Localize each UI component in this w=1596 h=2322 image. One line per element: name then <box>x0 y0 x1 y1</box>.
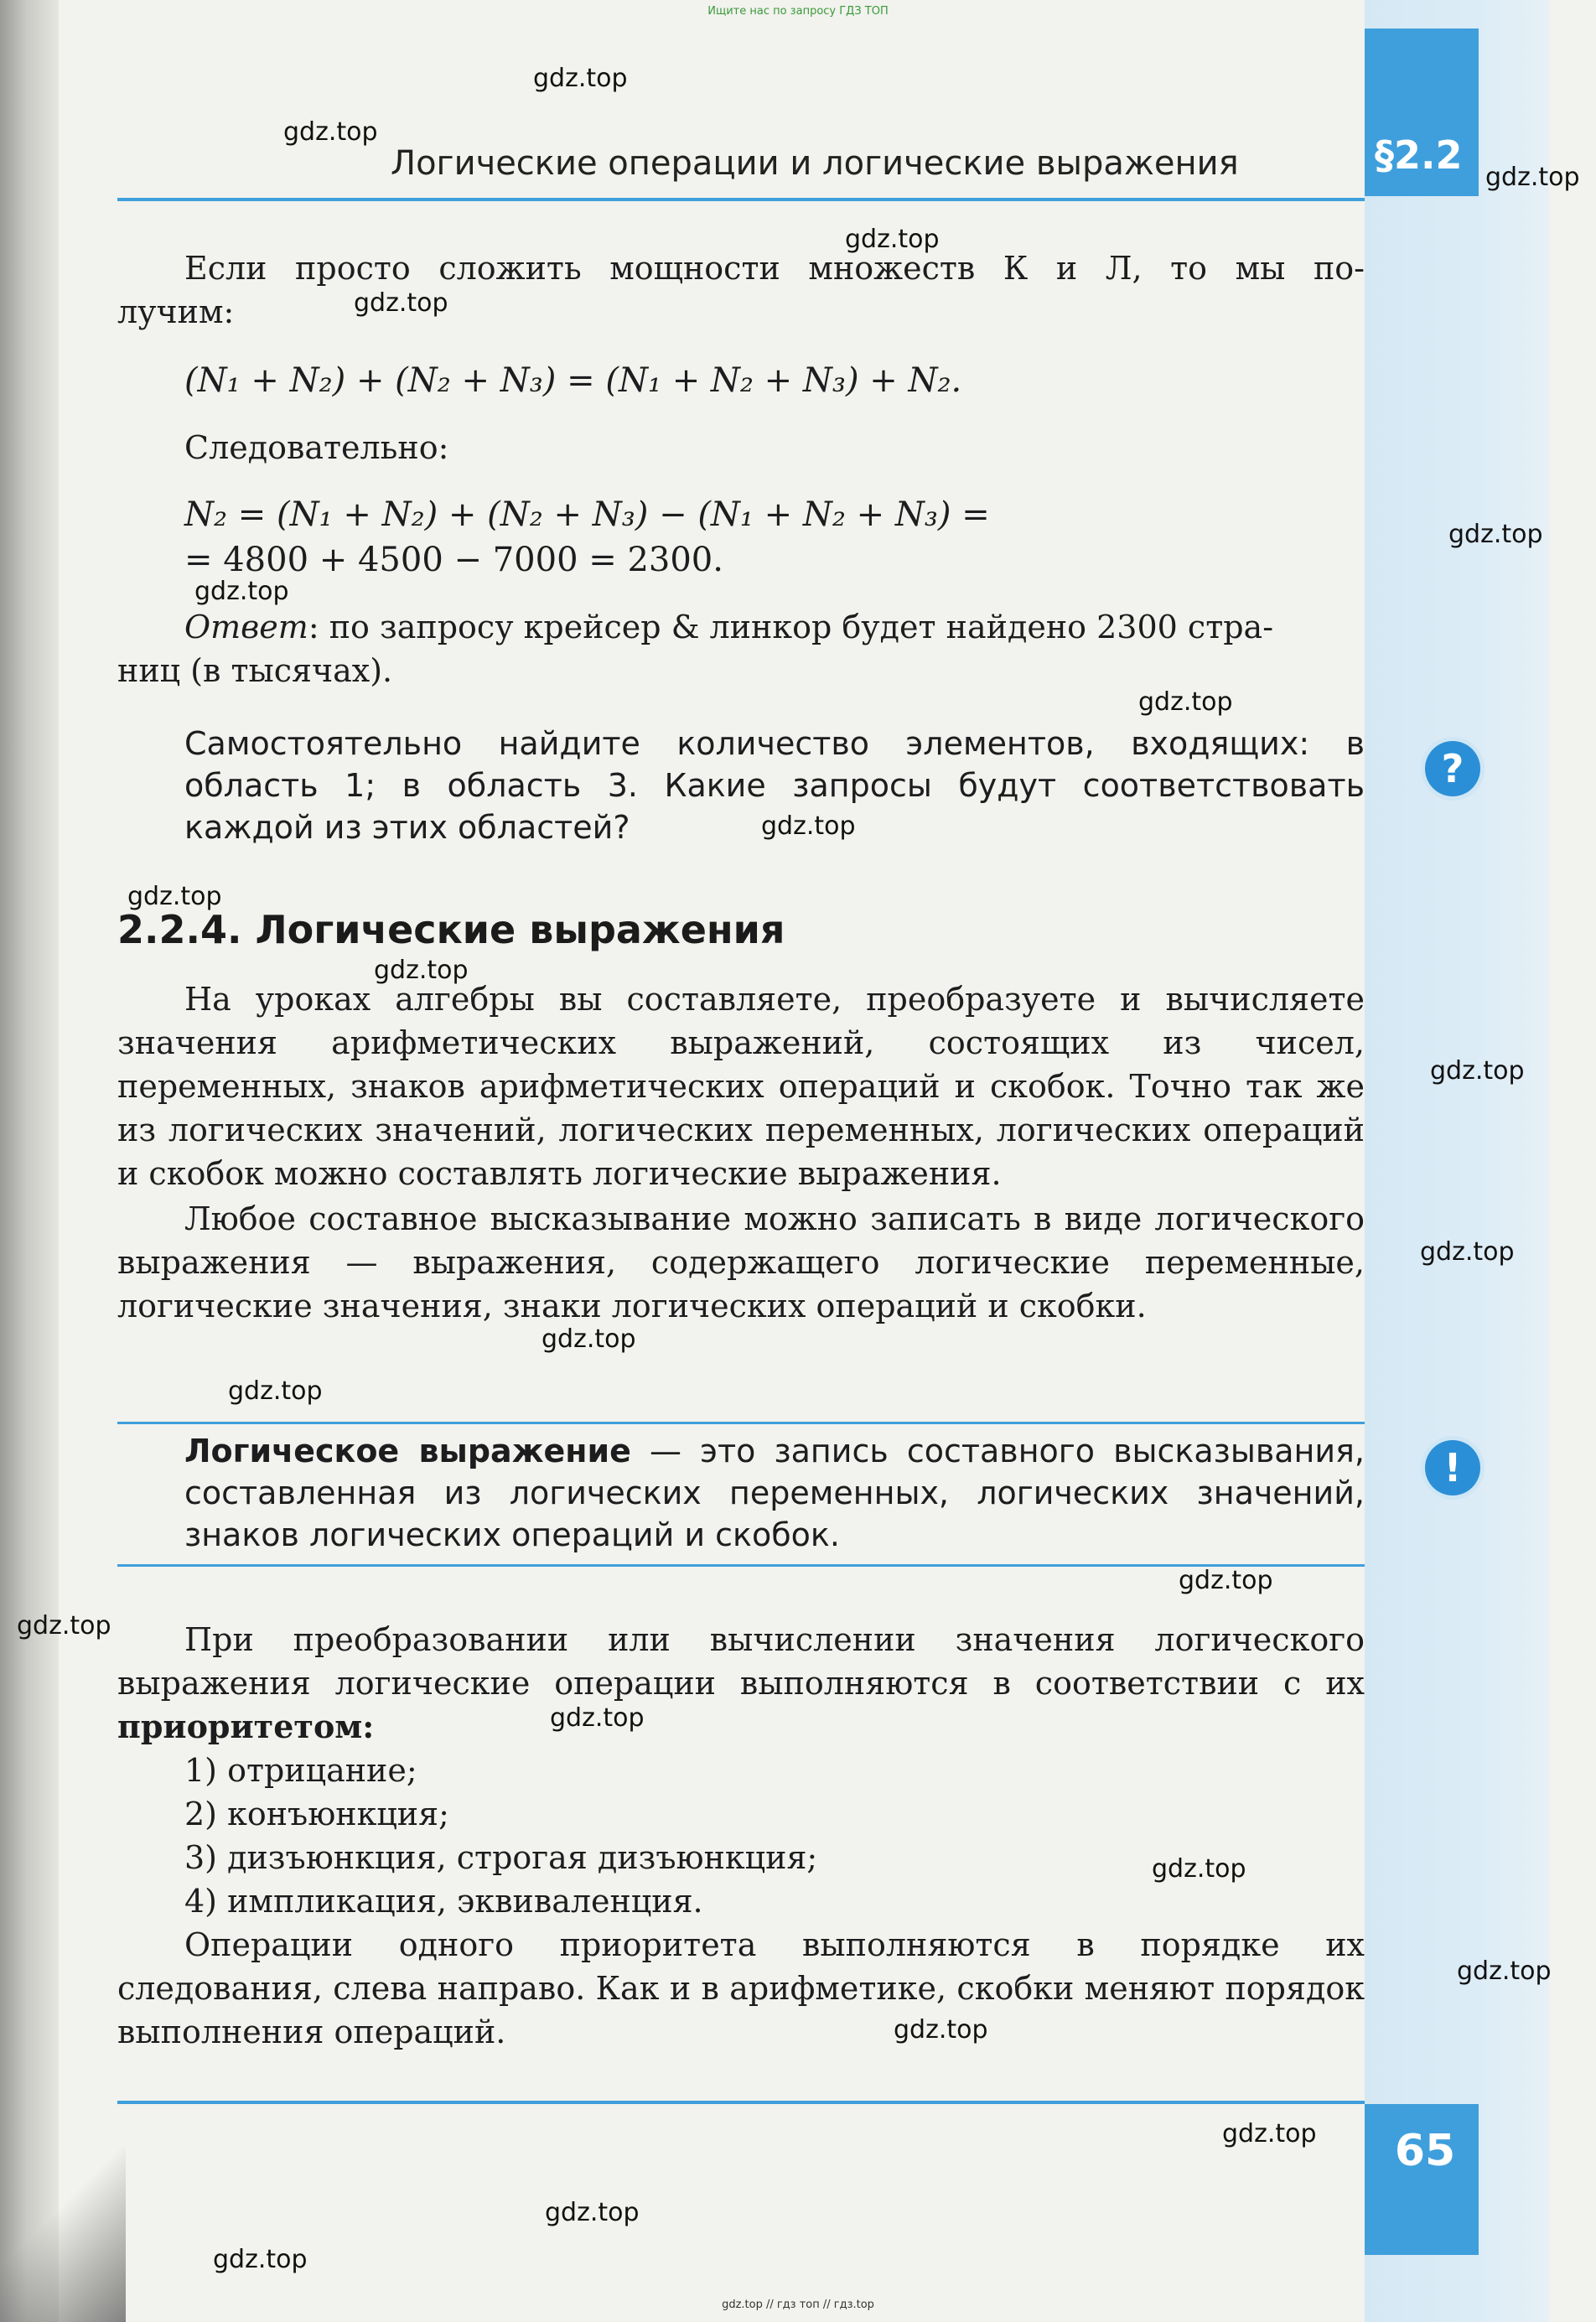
p1-line2: лучим: <box>117 293 235 330</box>
watermark: gdz.top <box>213 2245 308 2274</box>
watermark: gdz.top <box>845 225 940 254</box>
section-label: §2.2 <box>1375 132 1463 178</box>
watermark: gdz.top <box>1179 1566 1273 1595</box>
watermark: gdz.top <box>1448 520 1543 549</box>
formula-sum: (N₁ + N₂) + (N₂ + N₃) = (N₁ + N₂ + N₃) + N₂. <box>184 361 962 400</box>
book-spine-shadow <box>0 0 59 2322</box>
definition-box <box>184 1430 1365 1556</box>
page-header-title: Логические операции и логические выражения <box>391 144 1239 183</box>
watermark: gdz.top <box>1152 1854 1246 1884</box>
corner-shadow <box>0 2146 126 2322</box>
page-number: 65 <box>1394 2126 1456 2176</box>
watermark: gdz.top <box>1420 1237 1515 1267</box>
answer-line1 <box>184 605 1365 649</box>
watermark: gdz.top <box>542 1324 636 1354</box>
p1-line1: Если просто сложить мощности множеств К и Л, то мы по- <box>184 250 1365 287</box>
watermark: gdz.top <box>550 1703 645 1733</box>
priority-item-3: 3) дизъюнкция, строгая дизъюнкция; <box>184 1839 818 1876</box>
definition-text: — это запись составного высказывания, составленная из логических переменных, логических значений, знаков логических операций и скобок. <box>184 1433 1365 1553</box>
priority-term: приоритетом: <box>117 1708 375 1745</box>
paragraph-order: Операции одного приоритета выполняются в порядке их следования, слева направо. Как и в арифметике, скобки меняют порядок выполнения операций. <box>117 1926 1365 2050</box>
paragraph-compound: Любое составное высказывание можно записать в виде логического выражения — выражения, содержащего логические переменные, логические значения, знаки логических операций и скобки. <box>117 1200 1365 1324</box>
footer-divider <box>117 2101 1365 2104</box>
watermark: gdz.top <box>354 288 448 318</box>
watermark: gdz.top <box>374 956 469 985</box>
bottom-watermark: gdz.top // гдз топ // гдз.top <box>722 2299 874 2311</box>
question-icon: ? <box>1425 741 1480 796</box>
watermark: gdz.top <box>228 1376 323 1406</box>
watermark: gdz.top <box>1430 1056 1525 1086</box>
definition-bottom-rule <box>117 1564 1365 1567</box>
definition-term: Логическое выражение <box>184 1433 631 1469</box>
watermark: gdz.top <box>1457 1957 1552 1986</box>
definition-top-rule <box>117 1422 1365 1424</box>
consequently-label: Следовательно: <box>184 429 449 466</box>
watermark: gdz.top <box>1138 687 1233 717</box>
priority-item-1: 1) отрицание; <box>184 1752 417 1789</box>
priority-item-2: 2) конъюнкция; <box>184 1796 449 1832</box>
section-heading: 2.2.4. Логические выражения <box>117 907 785 952</box>
formula-n2: N₂ = (N₁ + N₂) + (N₂ + N₃) − (N₁ + N₂ + N₃) = <box>184 495 990 534</box>
paragraph-intro: На уроках алгебры вы составляете, преобразуете и вычисляете значения арифметических выражений, состоящих из чисел, переменных, знаков арифметических операций и скобок. Точно так же из логических значений, логических переменных, логических операций и скобок можно составлять логические выражения. <box>117 981 1365 1192</box>
watermark: gdz.top <box>894 2015 988 2045</box>
priority-intro: При преобразовании или вычислении значения логического выражения логические операции выполняются в соответствии с их <box>117 1621 1365 1702</box>
watermark: gdz.top <box>545 2198 640 2227</box>
watermark: gdz.top <box>1222 2119 1317 2148</box>
watermark: gdz.top <box>1485 163 1580 192</box>
watermark: gdz.top <box>194 577 289 606</box>
watermark: gdz.top <box>761 811 856 841</box>
priority-item-4: 4) импликация, эквиваленция. <box>184 1883 703 1920</box>
paragraph-priority <box>117 1618 1365 1749</box>
formula-n2-result: = 4800 + 4500 − 7000 = 2300. <box>184 541 723 579</box>
watermark: gdz.top <box>17 1611 111 1640</box>
self-check-task: Самостоятельно найдите количество элементов, входящих: в область 1; в область 3. Какие запросы будут соответствовать каждой из этих областей? <box>184 725 1365 846</box>
watermark: gdz.top <box>127 882 222 911</box>
top-watermark: Ищите нас по запросу ГДЗ ТОП <box>707 5 889 18</box>
watermark: gdz.top <box>533 64 628 93</box>
exclamation-icon: ! <box>1425 1440 1480 1495</box>
header-divider <box>117 198 1365 201</box>
answer-label: Ответ <box>184 609 308 645</box>
answer-text: : по запросу крейсер & линкор будет найдено 2300 стра- <box>308 609 1274 645</box>
watermark: gdz.top <box>283 117 378 147</box>
answer-line2: ниц (в тысячах). <box>117 652 393 689</box>
